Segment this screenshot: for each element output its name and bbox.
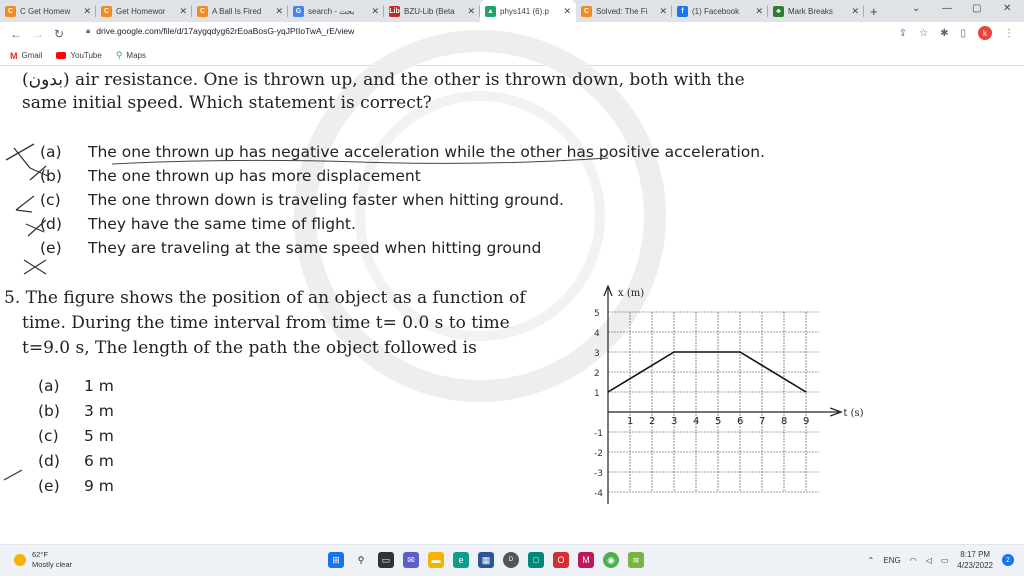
tab-close-icon[interactable]: ✕ <box>563 5 571 16</box>
tab-title: (1) Facebook <box>692 6 740 16</box>
x-tick-label: 4 <box>693 416 700 427</box>
notification-badge[interactable]: 2 <box>1002 554 1014 566</box>
option-text: The one thrown up has more displacement <box>88 167 421 185</box>
task-view-icon[interactable]: ▭ <box>378 552 394 568</box>
option-text: 6 m <box>84 452 114 470</box>
browser-tab[interactable] <box>96 0 192 22</box>
windows-start-icon[interactable]: ⊞ <box>328 552 344 568</box>
youtube-icon <box>56 52 66 59</box>
url-field[interactable] <box>86 26 354 36</box>
x-tick-label: 8 <box>781 416 788 427</box>
maps-icon: ⚲ <box>115 50 123 60</box>
bookmark-youtube[interactable]: YouTube <box>56 51 101 60</box>
tab-favicon-icon: Lib <box>389 7 400 15</box>
tab-title: Solved: The Fi <box>596 6 648 16</box>
tab-close-icon[interactable]: ✕ <box>851 5 859 16</box>
tab-close-icon[interactable]: ✕ <box>179 5 187 16</box>
tab-close-icon[interactable]: ✕ <box>659 5 667 16</box>
battery-icon[interactable]: ▭ <box>940 555 949 565</box>
option-letter: (c) <box>38 427 59 445</box>
clock[interactable]: 8:17 PM 4/23/2022 <box>957 550 993 570</box>
option-letter: (c) <box>40 191 61 209</box>
x-tick-label: 2 <box>649 416 656 427</box>
browser-tab[interactable] <box>0 0 96 22</box>
url-text: drive.google.com/file/d/17aygqdyg62rEoaBosG-yqJPIIoTwA_rE/view <box>96 26 355 36</box>
browser-tab[interactable] <box>288 0 384 22</box>
tab-close-icon[interactable]: ✕ <box>83 5 91 16</box>
stack-app-icon[interactable]: ≋ <box>628 552 644 568</box>
weather-condition: Mostly clear <box>32 560 73 569</box>
x-axis-label: t (s) <box>843 408 864 419</box>
dell-icon[interactable]: D <box>503 552 519 568</box>
tab-favicon-icon: f <box>677 6 688 17</box>
y-tick-label: 5 <box>594 309 600 319</box>
y-axis-label: x (m) <box>618 288 645 299</box>
tab-close-icon[interactable]: ✕ <box>467 5 475 16</box>
option-text: They are traveling at the same speed when hitting ground <box>88 239 542 257</box>
option-letter: (b) <box>40 167 62 185</box>
x-tick-label: 6 <box>737 416 744 427</box>
question-4-text-line-1: (بدون) air resistance. One is thrown up, and the other is thrown down, both with the <box>22 70 745 90</box>
option-letter: (e) <box>38 477 60 495</box>
tray-chevron-icon[interactable]: ⌃ <box>867 555 875 565</box>
language-indicator[interactable]: ENG <box>883 555 901 565</box>
y-tick-label: -4 <box>594 489 603 499</box>
tab-favicon-icon: C <box>581 6 592 17</box>
lock-icon: 🔒︎ <box>86 26 91 35</box>
option-letter: (b) <box>38 402 60 420</box>
app-teal-icon[interactable]: □ <box>528 552 544 568</box>
mcafee-icon[interactable]: M <box>578 552 594 568</box>
browser-tab[interactable] <box>768 0 864 22</box>
browser-tab[interactable] <box>576 0 672 22</box>
option-letter: (d) <box>38 452 60 470</box>
option-text: The one thrown up has negative acceleration while the other has positive acceleration. <box>88 143 766 161</box>
tab-title: A Ball Is Fired <box>212 6 262 16</box>
menu-icon[interactable]: ⋮ <box>1004 27 1014 39</box>
tab-favicon-icon: ▲ <box>485 6 496 17</box>
tab-strip <box>0 0 1024 22</box>
wifi-icon[interactable]: ◠ <box>909 555 917 565</box>
y-tick-label: 2 <box>594 369 600 379</box>
maximize-button[interactable]: ▢ <box>972 3 982 14</box>
option-letter: (d) <box>40 215 62 233</box>
tab-title: BZU-Lib (Beta <box>404 6 455 16</box>
search-icon[interactable]: ⚲ <box>357 554 365 565</box>
option-letter: (a) <box>38 377 60 395</box>
pdf-page <box>0 66 1024 544</box>
bookmark-gmail[interactable]: M Gmail <box>10 50 43 61</box>
position-time-graph <box>590 276 864 536</box>
tab-title: Mark Breaks <box>788 6 833 16</box>
tab-title: Get Homewor <box>116 6 166 16</box>
reload-icon[interactable]: ↻ <box>54 27 65 41</box>
bookmark-maps[interactable]: ⚲ Maps <box>115 50 146 60</box>
y-tick-label: -2 <box>594 449 603 459</box>
chat-icon[interactable]: ✉ <box>403 552 419 568</box>
tab-close-icon[interactable]: ✕ <box>371 5 379 16</box>
extensions-icon[interactable]: ✱ <box>940 27 949 39</box>
tab-favicon-icon: C <box>197 6 208 17</box>
x-tick-label: 7 <box>759 416 766 427</box>
option-text: 5 m <box>84 427 114 445</box>
tab-favicon-icon: ♣ <box>773 6 784 17</box>
new-tab-button[interactable]: + <box>870 3 878 19</box>
y-tick-label: 4 <box>594 329 600 339</box>
weather-widget[interactable] <box>14 550 72 570</box>
option-text: The one thrown down is traveling faster when hitting ground. <box>88 191 564 209</box>
x-tick-label: 5 <box>715 416 722 427</box>
temperature: 62°F <box>32 550 48 559</box>
minimize-button[interactable]: — <box>942 3 952 14</box>
profile-avatar[interactable]: k <box>978 26 992 40</box>
back-icon[interactable]: ← <box>10 27 22 41</box>
tab-title: phys141 (6).p <box>500 6 549 16</box>
option-letter: (e) <box>40 239 62 257</box>
option-text: They have the same time of flight. <box>88 215 356 233</box>
browser-tab[interactable] <box>384 0 480 22</box>
share-icon[interactable]: ⇪ <box>898 27 908 39</box>
gmail-icon: M <box>10 50 18 61</box>
bookmark-star-icon[interactable]: ☆ <box>919 27 929 39</box>
file-explorer-icon[interactable]: ▬ <box>428 552 444 568</box>
forward-icon[interactable]: → <box>32 27 44 41</box>
tab-search-icon[interactable]: ⌄ <box>912 3 921 14</box>
option-letter: (a) <box>40 143 62 161</box>
close-window-button[interactable]: ✕ <box>1003 3 1012 14</box>
volume-icon[interactable]: ◁ <box>925 555 932 565</box>
tab-close-icon[interactable]: ✕ <box>755 5 763 16</box>
y-tick-label: -3 <box>594 469 603 479</box>
question-4-text-line-2: same initial speed. Which statement is correct? <box>22 93 432 113</box>
option-text: 3 m <box>84 402 114 420</box>
option-text: 9 m <box>84 477 114 495</box>
sidebar-icon[interactable]: ▯ <box>960 27 966 39</box>
tab-favicon-icon: G <box>293 6 304 17</box>
question-5-text-line-3: t=9.0 s, The length of the path the object followed is <box>22 338 477 358</box>
x-tick-label: 1 <box>627 416 634 427</box>
edge-icon[interactable]: e <box>453 552 469 568</box>
tab-close-icon[interactable]: ✕ <box>275 5 283 16</box>
browser-tab[interactable] <box>672 0 768 22</box>
x-tick-label: 9 <box>803 416 810 427</box>
question-5-text-line-1: 5. The figure shows the position of an object as a function of <box>4 288 526 308</box>
browser-tab[interactable] <box>480 0 576 22</box>
browser-tab[interactable] <box>192 0 288 22</box>
handwritten-underline <box>110 148 610 168</box>
y-tick-label: -1 <box>594 429 603 439</box>
tab-favicon-icon: C <box>101 6 112 17</box>
chrome-icon[interactable]: ◉ <box>603 552 619 568</box>
y-tick-label: 1 <box>594 389 600 399</box>
question-5-text-line-2: time. During the time interval from time t= 0.0 s to time <box>22 313 510 333</box>
tab-favicon-icon: C <box>5 6 16 17</box>
taskbar <box>0 544 1024 576</box>
tab-title: search - بحث <box>308 6 355 16</box>
handwritten-marks <box>0 140 80 300</box>
y-tick-label: 3 <box>594 349 600 359</box>
tab-title: C Get Homew <box>20 6 71 16</box>
office-icon[interactable]: O <box>553 552 569 568</box>
weather-icon <box>14 554 26 566</box>
x-tick-label: 3 <box>671 416 678 427</box>
option-text: 1 m <box>84 377 114 395</box>
store-icon[interactable]: ▦ <box>478 552 494 568</box>
